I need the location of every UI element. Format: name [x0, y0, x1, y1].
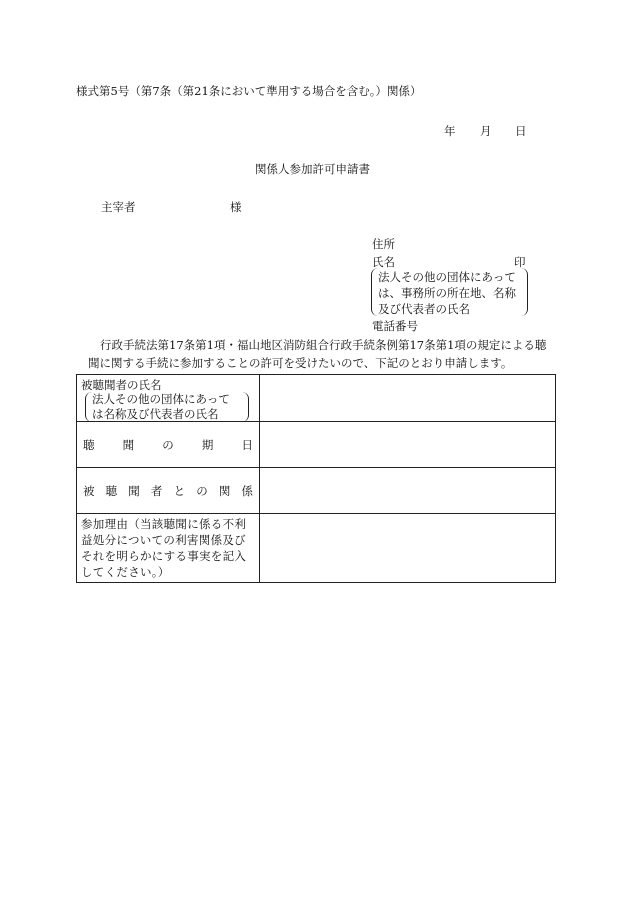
addressee-label: 主宰者: [101, 200, 136, 214]
label-char: の: [162, 437, 174, 452]
body-text-line-1: 行政手続法第17条第1項・福山地区消防組合行政手続条例第17条第1項の規定による聴: [100, 338, 547, 352]
label-char: 聴: [105, 483, 118, 498]
label-char: の: [196, 483, 208, 498]
applicant-corp-note: [371, 268, 528, 316]
label-char: 関: [218, 483, 231, 498]
label-char: 被: [83, 483, 95, 498]
participation-reason-label-cell: [77, 514, 260, 583]
participation-reason-label: 参加理由（当該聴聞に係る不利益処分についての利害関係及びそれを明らかにする事実を記入してください。）: [81, 517, 247, 579]
relationship-label-cell: [77, 468, 260, 514]
label-char: 係: [241, 483, 253, 498]
hearing-date-label-cell: [77, 422, 260, 468]
label-char: 期: [201, 437, 214, 452]
hearing-date-label: [77, 437, 259, 453]
respondent-note-line: 法人その他の団体にあって: [92, 392, 230, 406]
date-year-label: 年: [444, 124, 456, 138]
applicant-phone-label: 電話番号: [372, 319, 418, 333]
form-number: 様式第5号（第7条（第21条において準用する場合を含む。）関係）: [76, 84, 422, 98]
label-char: 聴: [83, 437, 95, 452]
applicant-name-label: 氏名: [372, 255, 395, 269]
respondent-name-note: [85, 392, 249, 422]
applicant-address-label: 住所: [372, 237, 395, 251]
relationship-label: [77, 483, 259, 499]
respondent-note-line: は名称及び代表者の氏名: [92, 407, 219, 421]
seal-mark: 印: [514, 255, 526, 269]
body-text-line-2: 聞に関する手続に参加することの許可を受けたいので、下記のとおり申請します。: [88, 356, 513, 370]
label-char: 聞: [122, 437, 135, 452]
label-char: 聞: [128, 483, 140, 498]
table-row: [77, 422, 556, 468]
corp-note-line: 法人その他の団体にあって: [378, 270, 516, 284]
page-title: 関係人参加許可申請書: [255, 162, 370, 176]
table-row: [77, 514, 556, 583]
label-char: と: [173, 483, 186, 498]
respondent-name-label-cell: [77, 375, 260, 422]
respondent-name-value[interactable]: [260, 375, 556, 422]
label-char: 者: [150, 483, 163, 498]
hearing-date-value[interactable]: [260, 422, 556, 468]
table-row: [77, 375, 556, 422]
participation-reason-value[interactable]: [260, 514, 556, 583]
label-char: 日: [241, 437, 253, 452]
table-row: [77, 468, 556, 514]
date-day-label: 日: [515, 124, 527, 138]
corp-note-line: 及び代表者の氏名: [378, 302, 470, 316]
addressee-honorific: 様: [230, 200, 242, 214]
application-table: [76, 374, 556, 583]
corp-note-line: は、事務所の所在地、名称: [378, 286, 516, 300]
relationship-value[interactable]: [260, 468, 556, 514]
respondent-name-label: 被聴聞者の氏名: [81, 378, 162, 392]
date-month-label: 月: [480, 124, 492, 138]
